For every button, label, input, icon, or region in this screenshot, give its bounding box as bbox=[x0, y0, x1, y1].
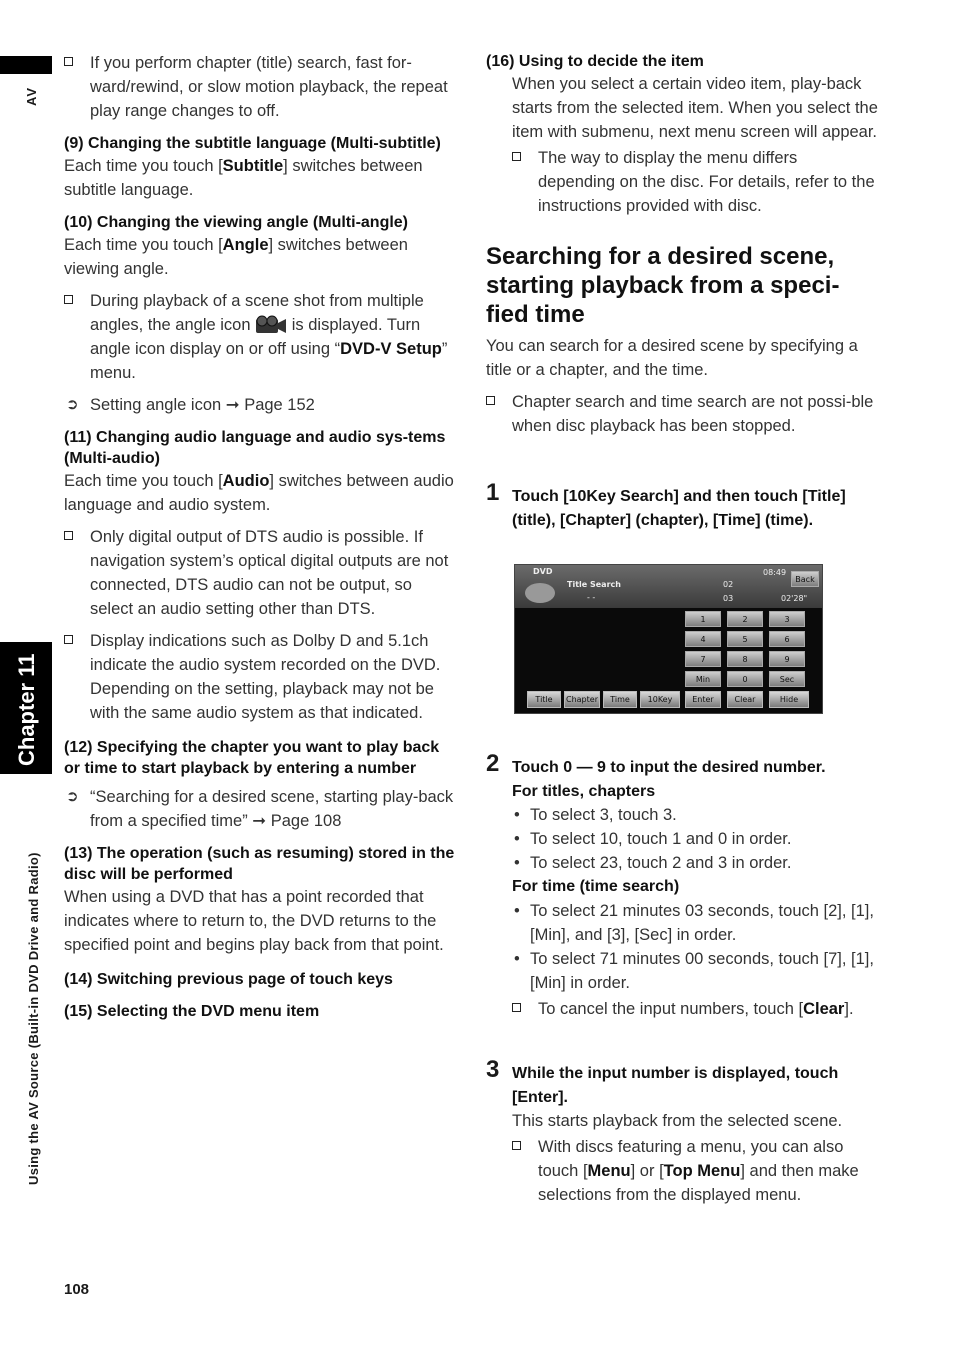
disc-icon bbox=[525, 583, 555, 603]
step-3-block bbox=[512, 1062, 880, 1207]
list-item: • To select 23, touch 2 and 3 in order. bbox=[512, 851, 880, 875]
key-6[interactable]: 6 bbox=[769, 631, 805, 647]
list-item: • To select 71 minutes 00 seconds, touch [7], [1], [Min] in order. bbox=[512, 947, 880, 995]
heading-16: (16) Using to decide the item bbox=[486, 53, 704, 70]
clear-key[interactable]: Clear bbox=[727, 691, 763, 708]
heading-11: (11) Changing audio language and audio sys-tems (Multi-audio) bbox=[64, 429, 446, 467]
section-label: AV bbox=[24, 86, 39, 106]
key-5[interactable]: 5 bbox=[727, 631, 763, 647]
time-key[interactable]: Time bbox=[603, 691, 637, 708]
step-1-number: 1 bbox=[486, 479, 500, 506]
step-1-text: Touch [10Key Search] and then touch [Title] (title), [Chapter] (chapter), [Time] (time). bbox=[512, 488, 846, 529]
screen-clock: 08:49 bbox=[763, 568, 787, 577]
title-key[interactable]: Title bbox=[527, 691, 561, 708]
chapter-key[interactable]: Chapter bbox=[564, 691, 600, 708]
heading-9: (9) Changing the subtitle language (Multi-subtitle) bbox=[64, 135, 441, 152]
key-7[interactable]: 7 bbox=[685, 651, 721, 667]
step-3-number: 3 bbox=[486, 1056, 500, 1083]
body-11: Each time you touch [Audio] switches between audio language and audio system. bbox=[64, 472, 454, 514]
step-3-text: While the input number is displayed, touch [Enter]. bbox=[512, 1065, 839, 1106]
note-top-menu: With discs featuring a menu, you can also touch [Menu] or [Top Menu] and then make selections from the displayed menu. bbox=[512, 1135, 880, 1207]
angle-icon bbox=[255, 315, 287, 337]
step-3-body: This starts playback from the selected scene. bbox=[512, 1112, 843, 1130]
step-2-sub-titles: For titles, chapters bbox=[512, 782, 656, 800]
list-item: • To select 3, touch 3. bbox=[512, 803, 880, 827]
screen-mode: Title Search bbox=[567, 580, 621, 589]
page-number: 108 bbox=[64, 1281, 90, 1298]
heading-12: (12) Specifying the chapter you want to play back or time to start playback by entering a number bbox=[64, 739, 440, 777]
key-3[interactable]: 3 bbox=[769, 611, 805, 627]
key-sec[interactable]: Sec bbox=[769, 671, 805, 687]
screen-time: 02'28" bbox=[781, 594, 808, 603]
step-2-sub-time: For time (time search) bbox=[512, 878, 680, 895]
back-button[interactable]: Back bbox=[791, 571, 819, 587]
ref-search-scene[interactable]: ➲ “Searching for a desired scene, starting play-back from a specified time” ➞ Page 108 bbox=[66, 788, 454, 830]
hide-key[interactable]: Hide bbox=[769, 691, 809, 708]
section-intro: You can search for a desired scene by specifying a title or a chapter, and the time. bbox=[486, 337, 858, 379]
key-9[interactable]: 9 bbox=[769, 651, 805, 667]
note-dolby: Display indications such as Dolby D and 5.1ch indicate the audio system recorded on the DVD. Depending on the setting, playback may not be with the same audio system as that indicated. bbox=[64, 629, 456, 725]
enter-key[interactable]: Enter bbox=[685, 691, 721, 708]
note-menu-differs: The way to display the menu differs depending on the disc. For details, refer to the instructions provided with disc. bbox=[512, 146, 878, 218]
step-2-text: Touch 0 — 9 to input the desired number. bbox=[512, 759, 826, 776]
list-item: • To select 21 minutes 03 seconds, touch [2], [1], [Min], and [3], [Sec] in order. bbox=[512, 899, 880, 947]
key-1[interactable]: 1 bbox=[685, 611, 721, 627]
heading-15: (15) Selecting the DVD menu item bbox=[64, 1003, 320, 1020]
tenkey-key[interactable]: 10Key bbox=[640, 691, 680, 708]
key-min[interactable]: Min bbox=[685, 671, 721, 687]
screen-chapter-no: 03 bbox=[723, 594, 734, 603]
chapter-tab: Chapter 11 bbox=[0, 642, 52, 774]
key-2[interactable]: 2 bbox=[727, 611, 763, 627]
note-dts: Only digital output of DTS audio is possible. If navigation system’s optical digital outputs are not connected, DTS audio can not be output, so select an audio setting other than DTS. bbox=[64, 525, 456, 621]
body-13: When using a DVD that has a point recorded that indicates where to return to, the DVD returns to the specified point and begins play back from that point. bbox=[64, 888, 444, 954]
heading-10: (10) Changing the viewing angle (Multi-angle) bbox=[64, 214, 409, 231]
section-title: Searching for a desired scene, starting playback from a speci-fied time bbox=[486, 243, 840, 328]
body-9: Each time you touch [Subtitle] switches between subtitle language. bbox=[64, 157, 423, 199]
body-16: When you select a certain video item, play-back starts from the selected item. When you select the item with submenu, next menu screen will appear. bbox=[512, 75, 878, 141]
heading-14: (14) Switching previous page of touch keys bbox=[64, 971, 393, 988]
key-0[interactable]: 0 bbox=[727, 671, 763, 687]
key-4[interactable]: 4 bbox=[685, 631, 721, 647]
right-column bbox=[486, 51, 878, 438]
left-column bbox=[64, 51, 456, 1022]
screen-title-no: 02 bbox=[723, 580, 734, 589]
note-angle: During playback of a scene shot from multiple angles, the angle icon is displayed. Turn angle icon display on or off using “DVD-V Setup” menu. bbox=[64, 289, 456, 385]
step-2-block bbox=[512, 756, 880, 1021]
ref-angle-setting[interactable]: ➲ Setting angle icon ➞ Page 152 bbox=[66, 396, 315, 414]
section-tab-bar bbox=[0, 56, 52, 74]
title-search-screen: DVD 08:49 Back Title Search - - 02 03 02'28" 1 2 3 4 5 6 7 8 9 Min 0 Sec Title Chapter Time 10Key Enter Clear Hide bbox=[514, 564, 823, 714]
note-repeat: If you perform chapter (title) search, fast for-ward/rewind, or slow motion playback, the repeat play range changes to off. bbox=[64, 51, 456, 123]
note-cancel-input: To cancel the input numbers, touch [Clear]. bbox=[512, 997, 880, 1021]
screen-source: DVD bbox=[533, 567, 553, 576]
key-8[interactable]: 8 bbox=[727, 651, 763, 667]
list-item: • To select 10, touch 1 and 0 in order. bbox=[512, 827, 880, 851]
note-search-stopped: Chapter search and time search are not possi-ble when disc playback has been stopped. bbox=[486, 390, 878, 438]
step-2-number: 2 bbox=[486, 750, 500, 777]
body-10: Each time you touch [Angle] switches between viewing angle. bbox=[64, 236, 408, 278]
heading-13: (13) The operation (such as resuming) stored in the disc will be performed bbox=[64, 845, 455, 883]
